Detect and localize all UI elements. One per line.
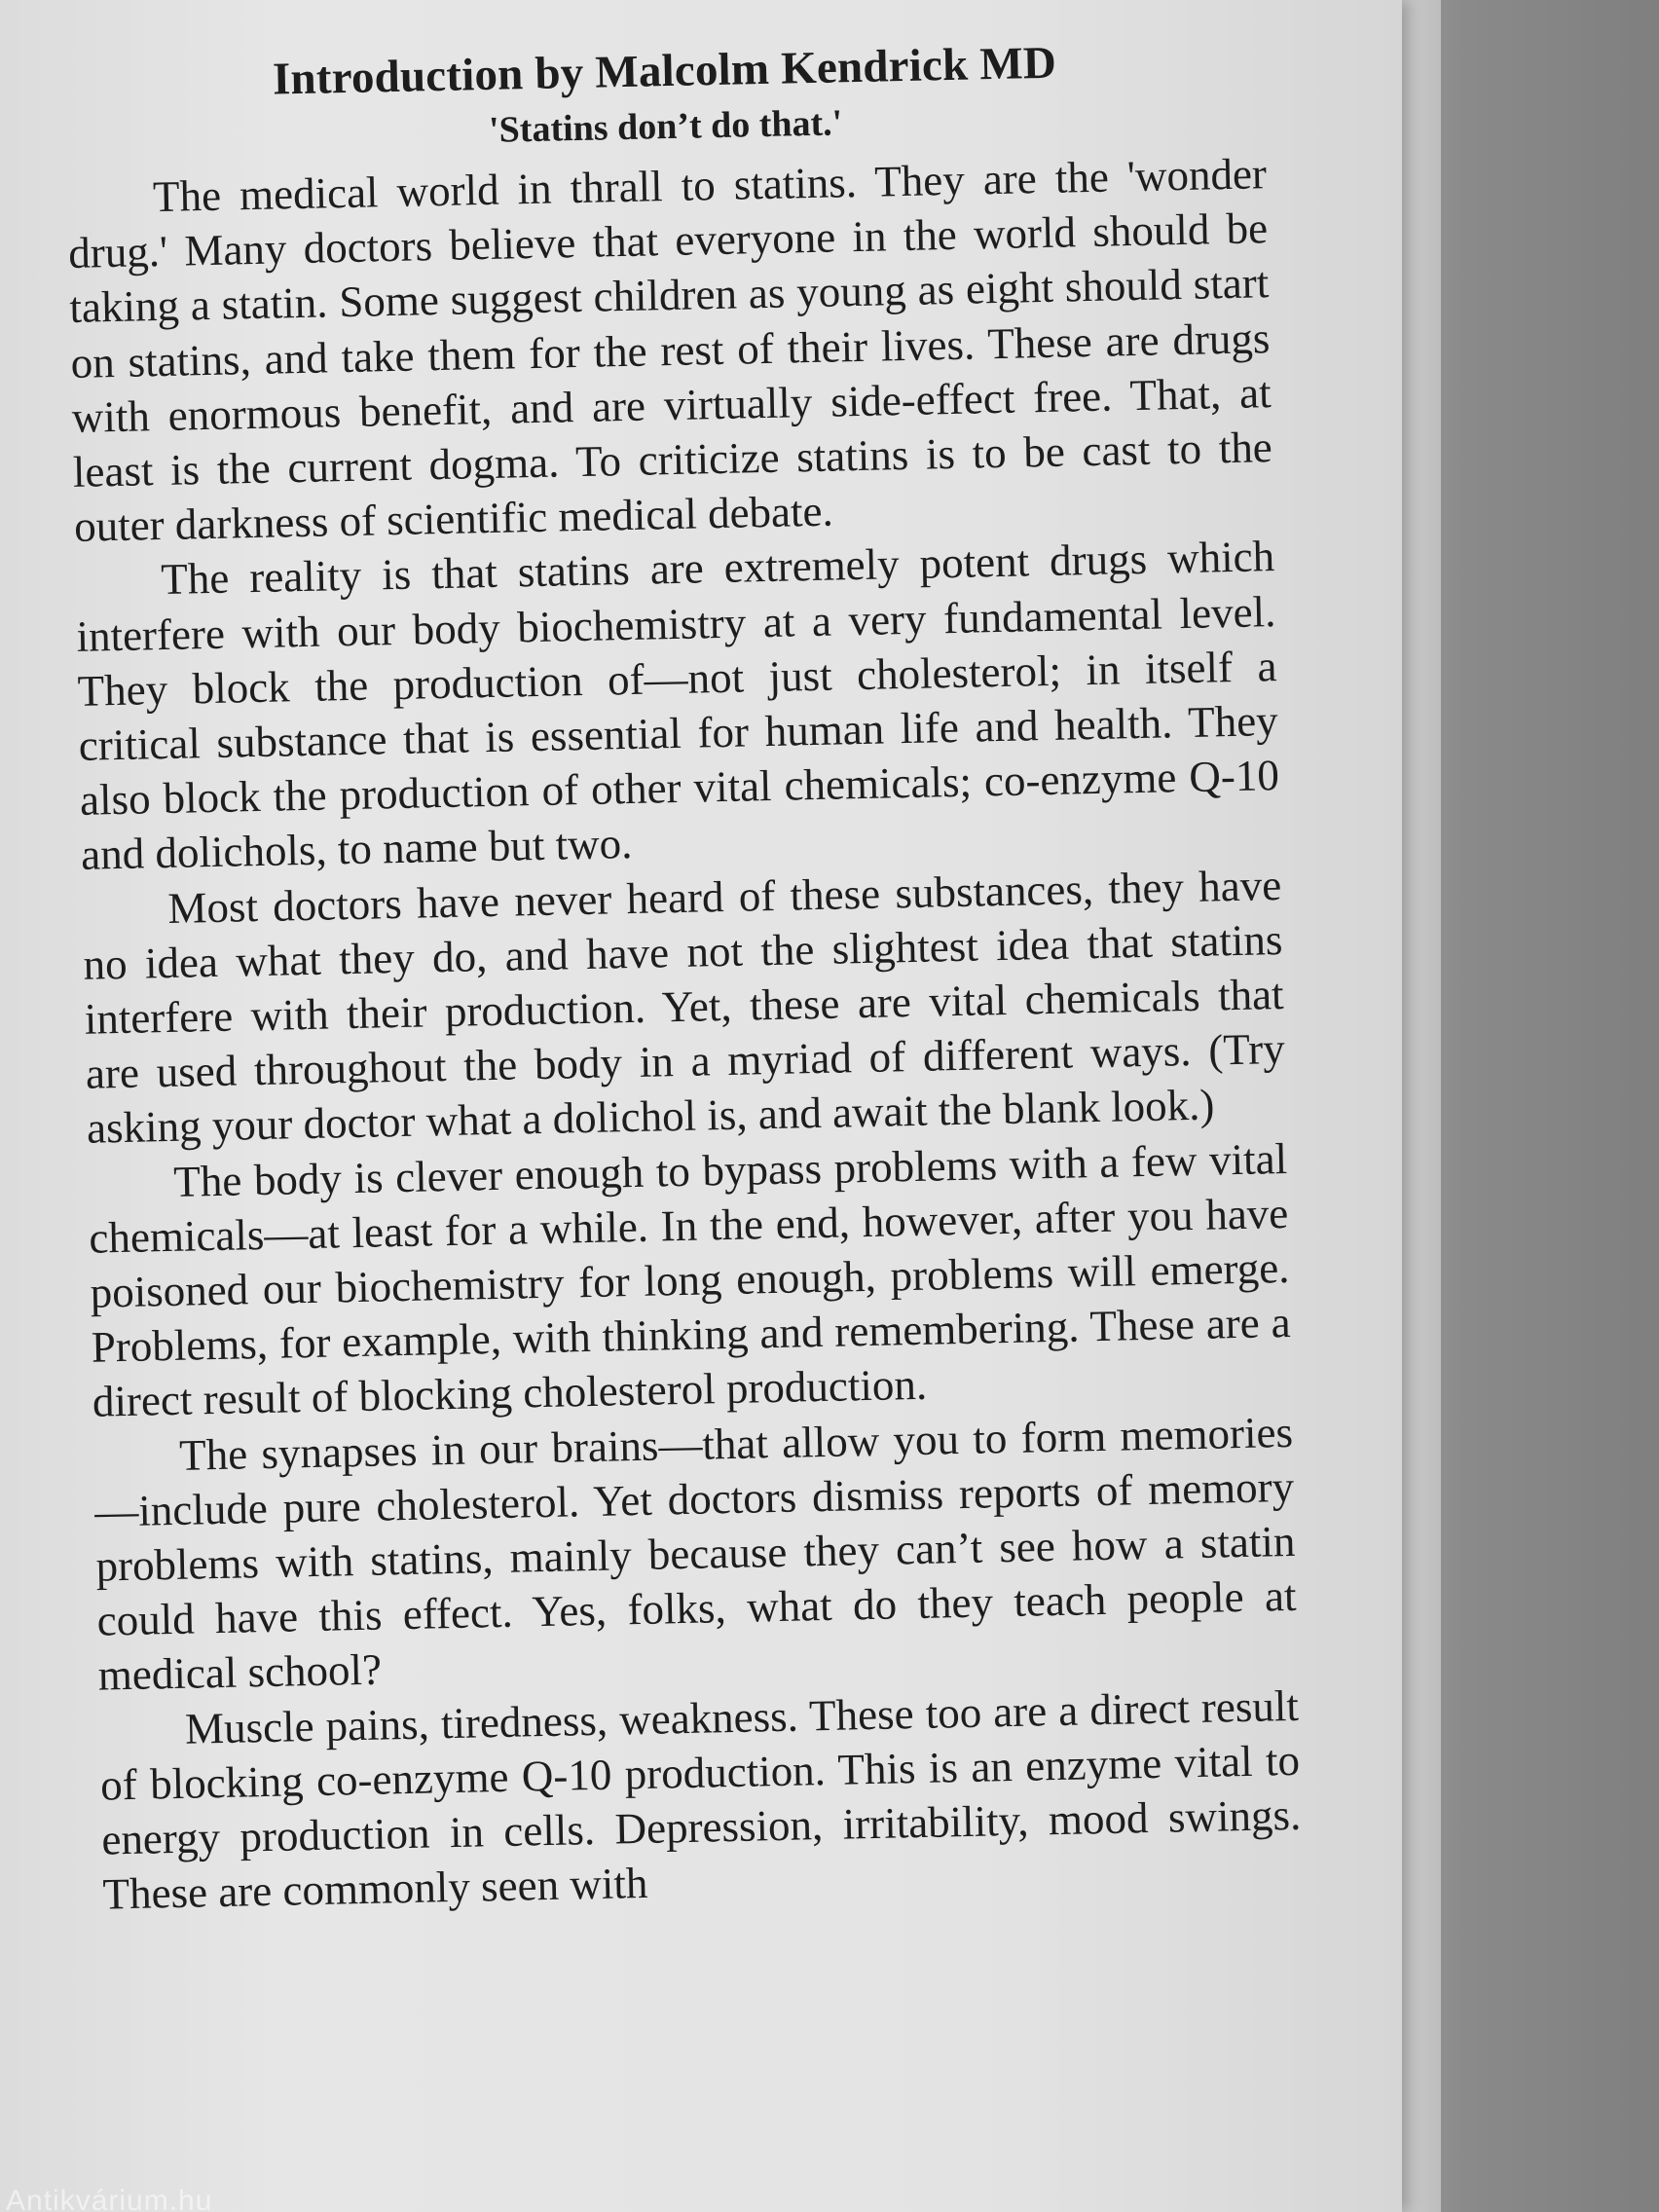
paragraph-1: The medical world in thrall to statins. They are the 'wonder drug.' Many doctors believe that everyone in the world should be taking a statin. Some suggest children as young as eight should start on statins, and take them for the rest of their lives. These are drugs with enormous benefit, and are virtually side-effect free. That, at least is the current dogma. To criticize statins is to be cast to the outer darkness of scientific medical debate. [67,149,1273,552]
paragraph-4: The body is clever enough to bypass problems with a few vital chemicals—at least for a while. In the end, however, after you have poisoned our biochemistry for long enough, problems will emerge. Problems, for example, with thinking and remembering. These are a direct result of blocking cholesterol production. [88,1133,1292,1427]
watermark: Antikvárium.hu [6,2185,213,2212]
paragraph-2: The reality is that statins are extremely potent drugs which interfere with our body biochemistry at a very fundamental level. They block the production of—not just cholesterol; in itself a critical substance that is essential for human life and health. They also block the production of other vital chemicals; co-enzyme Q-10 and dolichols, to name but two. [75,532,1280,880]
paragraph-5: The synapses in our brains—that allow you to form memories—include pure cholesterol. Yet doctors dismiss reports of memory problems with statins, mainly because they can’t see how a statin could have this effect. Yes, folks, what do they teach people at medical school? [93,1407,1297,1701]
chapter-subtitle: 'Statins don’t do that.' [488,102,843,151]
chapter-title: Introduction by Malcolm Kendrick MD [272,37,1057,105]
paragraph-3: Most doctors have never heard of these substances, they have no idea what they do, and have not the slightest idea that statins interfere with their production. Yet, these are vital chemicals that are used throughout the body in a myriad of different ways. (Try asking your doctor what a dolichol is, and await the blank look.) [83,860,1286,1154]
paragraph-6: Muscle pains, tiredness, weakness. These too are a direct result of blocking co-enzyme Q-10 production. This is an enzyme vital to energy production in cells. Depression, irritability, mood swings. These are commonly seen with [99,1680,1302,1919]
page-content [64,29,1303,1922]
